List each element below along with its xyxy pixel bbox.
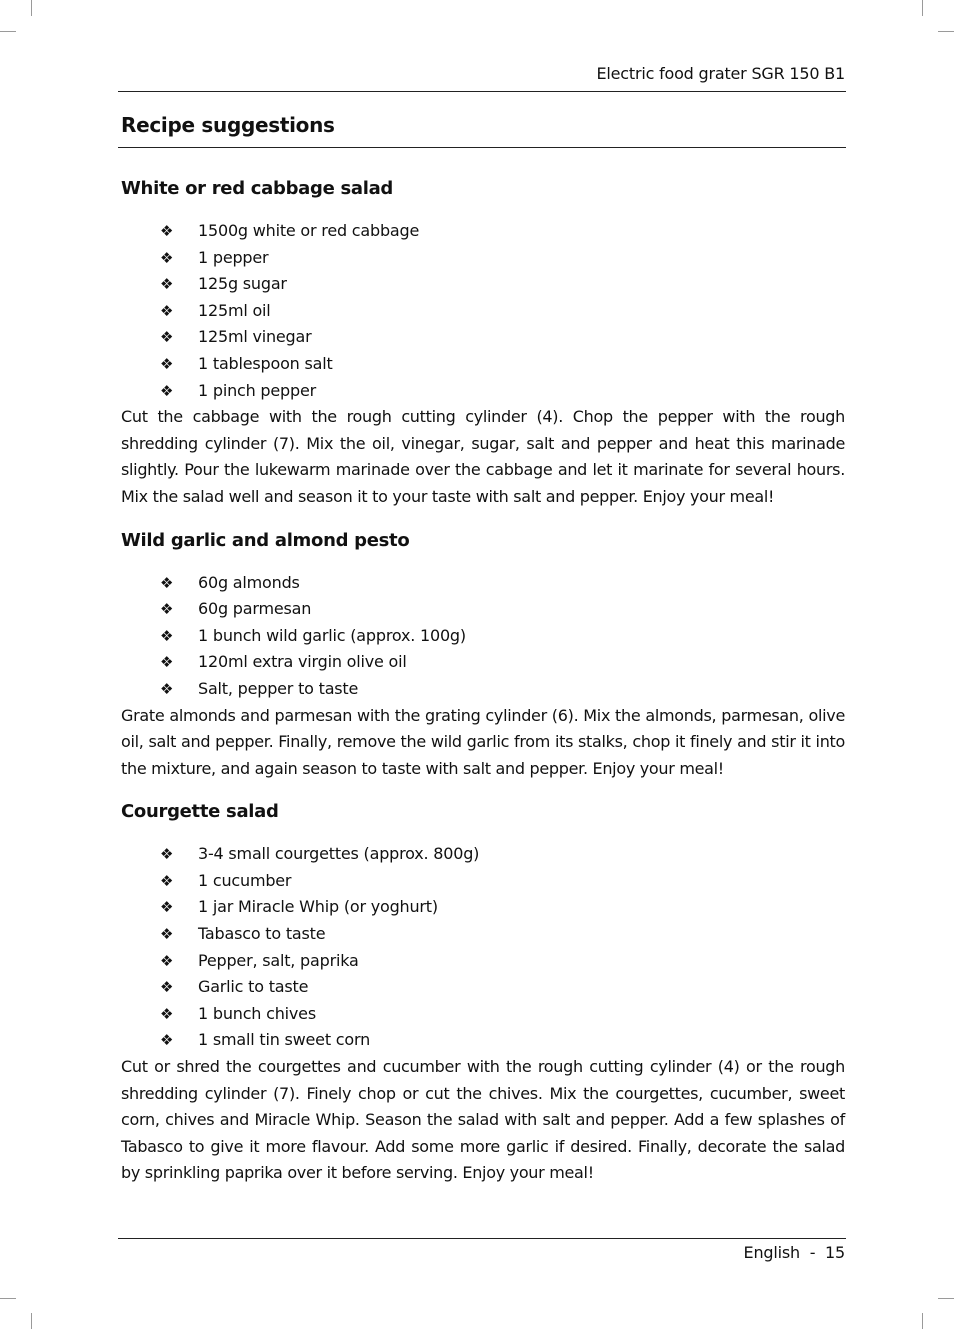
four-petal-diamond-icon: ❖ xyxy=(160,871,174,890)
ingredient-item: ❖ 1 tablespoon salt xyxy=(121,351,845,378)
recipe-method: Cut the cabbage with the rough cutting cylinder (4). Chop the pepper with the rough shredding cylinder (7). Mix the oil, vinegar, sugar, salt and pepper and heat this marinade slightly. Pour the lukewarm marinade over the cabbage and let it marinate for several hours. Mix the salad well and season it to your taste with salt and pepper. Enjoy your meal! xyxy=(121,407,845,506)
ingredient-item: ❖ 1 small tin sweet corn xyxy=(121,1027,845,1054)
footer-rule xyxy=(118,1238,846,1239)
recipe-title: White or red cabbage salad xyxy=(121,178,394,199)
four-petal-diamond-icon: ❖ xyxy=(160,354,174,373)
ingredient-item: ❖ 1 pepper xyxy=(121,245,845,272)
ingredient-item: ❖ 60g almonds xyxy=(121,570,845,597)
four-petal-diamond-icon: ❖ xyxy=(160,925,174,944)
four-petal-diamond-icon: ❖ xyxy=(160,653,174,672)
ingredient-item: ❖ 1 pinch pepper xyxy=(121,378,845,405)
header-rule xyxy=(118,91,846,92)
ingredient-item: ❖ 60g parmesan xyxy=(121,596,845,623)
crop-mark xyxy=(31,0,32,16)
section-title: Recipe suggestions xyxy=(121,113,335,137)
ingredient-item: ❖ 120ml extra virgin olive oil xyxy=(121,649,845,676)
recipe-method: Grate almonds and parmesan with the grating cylinder (6). Mix the almonds, parmesan, olive oil, salt and pepper. Finally, remove the wild garlic from its stalks, chop it finely and stir it into the mixture, and again season to taste with salt and pepper. Enjoy your meal! xyxy=(121,705,845,778)
ingredient-item: ❖ 125ml oil xyxy=(121,298,845,325)
recipe-cabbage-salad xyxy=(121,176,845,511)
ingredient-item: ❖ Pepper, salt, paprika xyxy=(121,948,845,975)
four-petal-diamond-icon: ❖ xyxy=(160,573,174,592)
crop-mark xyxy=(938,1298,954,1299)
ingredient-item: ❖ 1 cucumber xyxy=(121,868,845,895)
four-petal-diamond-icon: ❖ xyxy=(160,845,174,864)
crop-mark xyxy=(938,31,954,32)
four-petal-diamond-icon: ❖ xyxy=(160,381,174,400)
ingredient-item: ❖ Tabasco to taste xyxy=(121,921,845,948)
ingredient-item: ❖ Garlic to taste xyxy=(121,974,845,1001)
ingredient-item: ❖ 1 bunch wild garlic (approx. 100g) xyxy=(121,623,845,650)
four-petal-diamond-icon: ❖ xyxy=(160,679,174,698)
ingredient-list xyxy=(121,570,845,703)
four-petal-diamond-icon: ❖ xyxy=(160,1004,174,1023)
ingredient-item: ❖ 1 jar Miracle Whip (or yoghurt) xyxy=(121,894,845,921)
four-petal-diamond-icon: ❖ xyxy=(160,951,174,970)
four-petal-diamond-icon: ❖ xyxy=(160,898,174,917)
ingredient-item: ❖ 1500g white or red cabbage xyxy=(121,218,845,245)
four-petal-diamond-icon: ❖ xyxy=(160,275,174,294)
ingredient-item: ❖ 125g sugar xyxy=(121,271,845,298)
ingredient-item: ❖ Salt, pepper to taste xyxy=(121,676,845,703)
four-petal-diamond-icon: ❖ xyxy=(160,626,174,645)
crop-mark xyxy=(0,1298,16,1299)
recipe-wild-garlic-pesto xyxy=(121,528,845,783)
four-petal-diamond-icon: ❖ xyxy=(160,978,174,997)
page-number: English - 15 xyxy=(743,1243,845,1262)
ingredient-item: ❖ 1 bunch chives xyxy=(121,1001,845,1028)
recipes-content xyxy=(121,176,845,1187)
ingredient-list xyxy=(121,218,845,404)
recipe-courgette-salad xyxy=(121,799,845,1187)
four-petal-diamond-icon: ❖ xyxy=(160,301,174,320)
crop-mark xyxy=(922,1313,923,1329)
four-petal-diamond-icon: ❖ xyxy=(160,328,174,347)
crop-mark xyxy=(922,0,923,16)
ingredient-item: ❖ 3-4 small courgettes (approx. 800g) xyxy=(121,841,845,868)
section-rule xyxy=(118,147,846,148)
crop-mark xyxy=(0,31,16,32)
crop-mark xyxy=(31,1313,32,1329)
ingredient-item: ❖ 125ml vinegar xyxy=(121,324,845,351)
running-header: Electric food grater SGR 150 B1 xyxy=(596,64,845,83)
four-petal-diamond-icon: ❖ xyxy=(160,248,174,267)
four-petal-diamond-icon: ❖ xyxy=(160,222,174,240)
recipe-title: Courgette salad xyxy=(121,801,279,823)
recipe-method: Cut or shred the courgettes and cucumber with the rough cutting cylinder (4) or the rough shredding cylinder (7). Finely chop or cut the chives. Mix the courgettes, cucumber, sweet corn, chives and Miracle Whip. Season the salad with salt and pepper. Add a few splashes of Tabasco to give it more flavour. Add some more garlic if desired. Finally, decorate the salad by sprinkling paprika over it before serving. Enjoy your meal! xyxy=(121,1057,845,1183)
ingredient-list xyxy=(121,841,845,1054)
four-petal-diamond-icon: ❖ xyxy=(160,600,174,619)
recipe-title: Wild garlic and almond pesto xyxy=(121,529,410,551)
four-petal-diamond-icon: ❖ xyxy=(160,1031,174,1050)
